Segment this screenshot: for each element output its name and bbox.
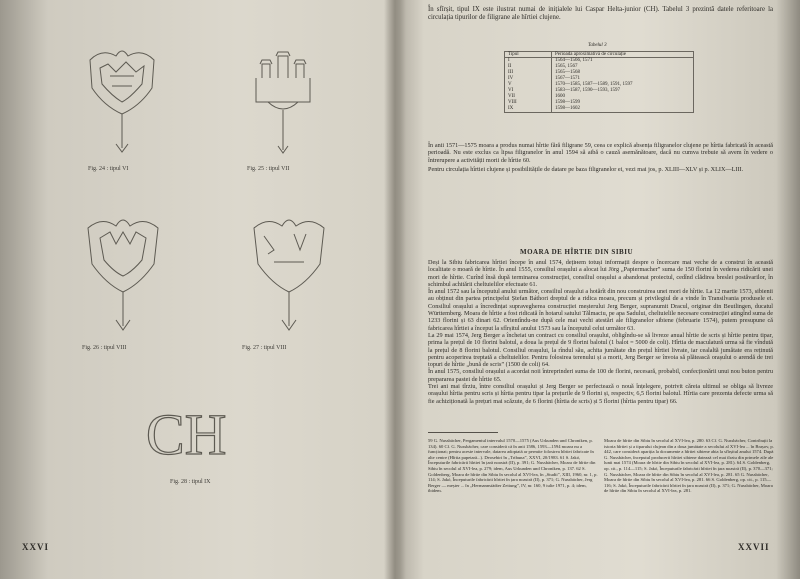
footnotes-right-column: Moara de hîrtie din Sibiu în secolul al XVI-lea, p. 280. 63 Cf. G. Nussbächer, Contribuții la istoria hîrtiei și a tiparului clujean din a doua jumătate a secolului al XVI-lea ... în Brașov, p. 442, care consideră apariția la documente a hîrtiei sibiene abia la sfîrșitul anului 1574. După G. Nussbächer, începutul producerii hîrtiei sibiene datează cel mai tîrziu din primele zile ale lunii mai 1574 (Moara de hîrtie din Sibiu în secolul al XVI-lea, p. 281). 64 S. Goldenberg, op. cit., p. 114—115; S. Jakó, Începuturile fabricării hîrtiei în țara noastră (II), p. 370—371; G. Nussbächer, Moara de hîrtie din Sibiu în secolul al XVI-lea, p. 281. 65 G. Nussbächer, Moara de hîrtie din Sibiu în secolul al XVI-lea, p. 281. 66 S. Goldenberg, op. cit., p. 115—116; S. Jakó, Începuturile fabricării hîrtiei în țara noastră (II), p. 371; G. Nussbächer, Moara de hîrtie din Sibiu în secolul al XVI-lea, p. 281. [604,438,774,494]
table-header: Tipul [505,52,552,58]
footnotes-left-column: 59 G. Nussbächer, Pergamentul intervalul 1570—1575 (Aus Urkunden und Chroniken, p. 134). 60 Cf. G. Nussbächer, care consideră că în anii 1586, 1593—1594 moara nu a funcționat; pentru aceste intervale, datarea adoptată ar permite folosirea hîrtiei fabricate în alte centre (Hîrtia papetară...). Deosebiri în „Tribuna”, XXVI, 20/1983. 61 S. Jakó, Începuturile fabricării hîrtiei în țară noastră (II), p. 391; G. Nussbächer, Moara de hîrtie din Sibiu în secolul al XVI-lea, p. 279; idem, Aus Urkunden und Chroniken, p. 137. 62 S. Goldenberg, Moara de hîrtie din Sibiu în secolul al XVI-lea, în „Studii”, XIII, 1960, nr. 1, p. 114; S. Jakó, Începuturile fabricării hîrtiei în țara noastră (II), p. 371; G. Nussbächer, Jerg Berger — meșter ... în „Hermannstädter Zeitung”, IV, nr. 160, 9 iulie 1971, p. 4; idem, ibidem. [428,438,598,494]
watermark-types-table [504,51,694,113]
caption-fig-26: Fig. 26 : tipul VIII [82,345,127,351]
book-gutter [384,0,406,579]
body-text-main [428,259,773,405]
watermark-fig-26 [78,214,168,334]
paragraph: În anii 1571—1575 moara a produs numai hîrtie fără filigrane 59, ceea ce explică absența filigranelor clujene pe hîrtia fabricată în această perioadă. Nu este exclus ca lipsa filigranelor în anul 1594 să aibă o cauză asemănătoare, dacă nu cumva trebuie să avem în vedere o întrerupere a activității morii de hîrtie 60. [428,142,773,164]
caption-fig-25: Fig. 25 : tipul VII [247,166,290,172]
watermark-fig-27 [244,214,334,334]
table-header: Perioada aproximativă de circulație [552,52,694,58]
footnote-rule [428,432,498,433]
caption-fig-24: Fig. 24 : tipul VI [88,166,129,172]
table-cell-period: 1564—1566, 1571 1565, 1567 1565—1568 1567—1571 1570—1585, 1587—1589, 1591, 1597 1583—1587, 1590—1593, 1597 1600 1598—1599 1598—1602 [552,58,694,113]
watermark-fig-24 [82,44,162,156]
paragraph: În anul 1575, consiliul orașului a acordat noii întreprinderi suma de 100 de florini, necesară, probabil, confecționării unui nou buton pentru prepararea pastei de hîrtie 65. [428,368,773,383]
table-caption: Tabelul 3 [588,43,607,48]
section-heading: MOARA DE HÎRTIE DIN SIBIU [520,248,633,256]
table-row [505,58,694,113]
fig28-letters: CH [146,402,227,467]
paragraph: Trei ani mai tîrziu, între consiliul orașului și Jerg Berger se perfectează o nouă înțelegere, potrivit căreia ultimul se obliga să livreze orașului hîrtia pentru scris și hîrtia pentru tipar la prețurile de 9 florini și, respectiv, 6,5 florini balotul. Hîrtia care prezenta defecte urma să fie achiziționată la prețuri mai scăzute, de 6 florini (hîrtia de scris) și 5 florini (hîrtia pentru tipar) 66. [428,383,773,405]
watermark-fig-28 [140,398,260,468]
paragraph: Deși la Sibiu fabricarea hîrtiei începe în anul 1574, dețінem totuși informații despre o încercare mai veche de a construi în această localitate o moară de hîrtie. În anul 1555, consiliul orașului a alocat lui Jörg „Papiermacher” suma de 150 florini în vederea ridicării unei mori de hîrtie. Curînd însă după terminarea construcției, consiliul orașului a abandonat proiectul, cedînd clădirea breslei postăvarilor, în schimbul achitării cheltuielilor efectuate 61. [428,259,773,288]
paragraph: În anul 1572 sau la începutul anului următor, consiliul orașului a hotărît din nou construirea unei mori de hîrtie. La 12 martie 1573, sibienii au obținut din partea principelui Ștefan Báthori dreptul de a ridica moara, precum și privilegiul de a vinde în Transilvania produsele ei. Consiliul orașului a încredințat supravegherea construcției meșterului Jerg Berger, supranumit Dracul, originar din Beutlingen, ducatul Württemberg. Moara de hîrtie a fost ridicată în hotarul satului Tălmaciu, pe apa Sadului, cheltuielile necesare construcției atingînd suma de 1233 florini și 63 dinari 62. Orientîndu-ne după cele mai vechi atestări ale filigranelor sibiene (februarie 1574), putem presupune că fabricarea hîrtiei a început la sfîrșitul anului 1573 sau la începutul celui următor 63. [428,288,773,332]
folio-right: XXVII [738,542,770,552]
intro-paragraph: În sfîrșit, tipul IX este ilustrat numai de inițialele lui Caspar Helta-junior (CH). Tabelul 3 prezintă datele referitoare la circulația tipurilor de filigrane ale hîrtiei clujene. [428,6,773,21]
folio-left: XXVI [22,542,50,552]
body-text-top [428,142,773,173]
paragraph: Pentru circulația hîrtiei clujene și posibilitățile de datare pe baza filigranelor ei, vezi mai jos, p. XLIII—XLV și p. XLIX—LIII. [428,165,744,173]
caption-fig-27: Fig. 27 : tipul VIII [242,345,287,351]
watermark-fig-25 [248,44,318,156]
table-cell-type: I II III IV V VI VII VIII IX [505,58,552,113]
paragraph: La 29 mai 1574, Jerg Berger a încheiat un contract cu consiliul orașului, obligîndu-se să livreze anual hîrtie de scris și hîrtie pentru tipar, prima la prețul de 10 florini balotul, a doua la prețul de 9 florini balotul (1 balot = 5000 de coli). Hîrtia de maculatură urma să fie vîndută la prețul de 8 florini balotul. Consiliul orașului, la rîndul său, achita jumătate din prețul hîrtiei livrate, iar cealaltă jumătate era reținută pentru acoperirea treptată a cheltuielilor. Pentru folosirea terenului și a morii, Jerg Berger se învoia să plătească orașului o arendă de trei topuri de hîrtie „bună de scris” (1500 de coli) 64. [428,331,773,369]
caption-fig-28: Fig. 28 : tipul IX [170,479,211,485]
